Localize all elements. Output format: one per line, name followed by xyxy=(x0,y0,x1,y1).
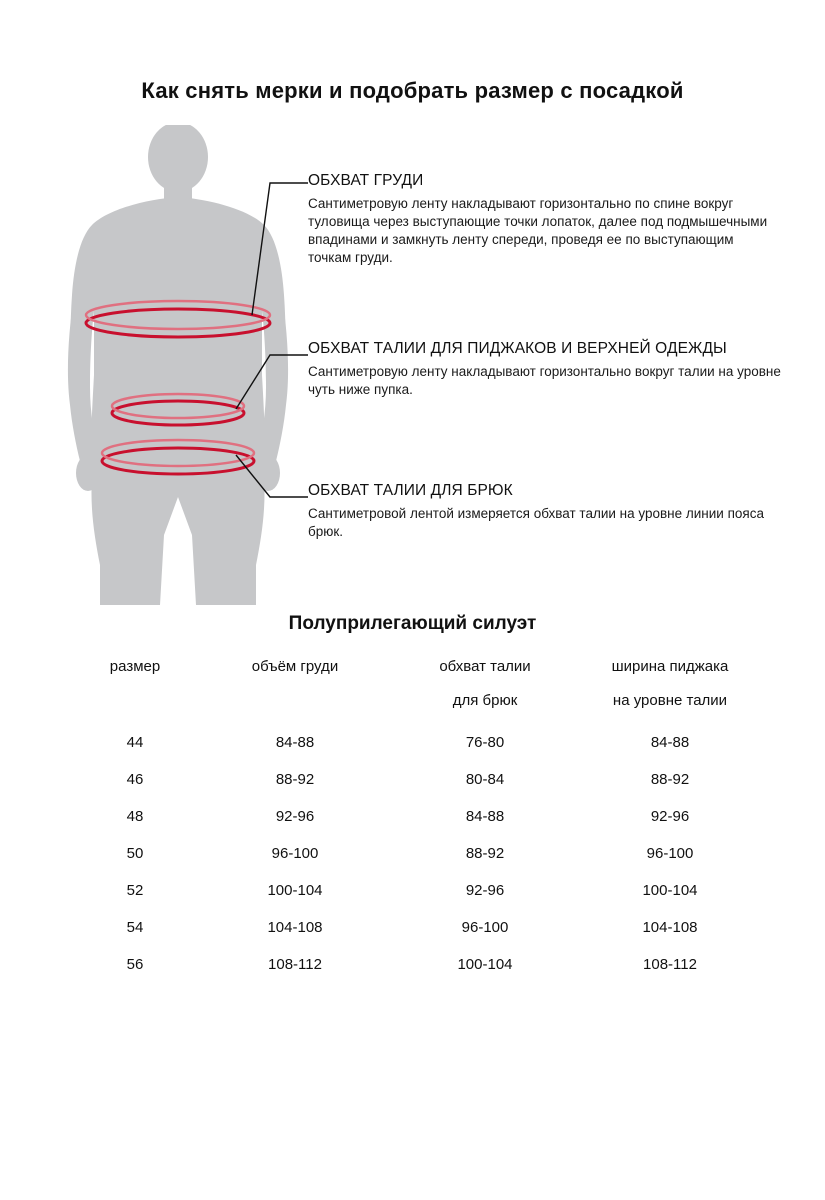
cell-chest: 108-112 xyxy=(268,956,322,973)
callout-waist-jacket xyxy=(308,340,808,399)
cell-waist: 96-100 xyxy=(461,919,509,936)
cell-waist: 100-104 xyxy=(457,956,513,973)
cell-size: 46 xyxy=(126,771,144,788)
table-header-jacket: ширина пиджака xyxy=(611,658,729,675)
cell-size: 44 xyxy=(126,734,144,751)
cell-jacket: 88-92 xyxy=(650,771,690,788)
callout-waist-jacket-title: ОБХВАТ ТАЛИИ ДЛЯ ПИДЖАКОВ И ВЕРХНЕЙ ОДЕЖДЫ xyxy=(308,340,727,357)
callout-chest-body: Сантиметровую ленту накладывают горизонтально по спине вокруг туловища через выступающие точки лопаток, далее под подмышечными впадинами и замкнуть ленту спереди, проведя ее по выступающим точкам груди. xyxy=(308,196,768,265)
table-subheader-chest xyxy=(200,692,390,724)
table-subheader-size xyxy=(70,692,200,724)
table-title: Полуприлегающий силуэт xyxy=(288,613,537,634)
male-torso-figure xyxy=(68,125,288,605)
callout-waist-trousers-title: ОБХВАТ ТАЛИИ ДЛЯ БРЮК xyxy=(308,482,513,499)
cell-jacket: 108-112 xyxy=(643,956,697,973)
cell-chest: 104-108 xyxy=(267,919,323,936)
cell-waist: 84-88 xyxy=(465,808,505,825)
callout-waist-jacket-body: Сантиметровую ленту накладывают горизонтально вокруг талии на уровне чуть ниже пупка. xyxy=(308,364,781,397)
table-subheader-row xyxy=(70,692,760,724)
cell-chest: 84-88 xyxy=(275,734,315,751)
table-row xyxy=(70,835,760,872)
table-row xyxy=(70,798,760,835)
cell-chest: 88-92 xyxy=(275,771,315,788)
callout-chest xyxy=(308,172,778,267)
table-row xyxy=(70,946,760,983)
cell-size: 48 xyxy=(126,808,144,825)
table-header-size: размер xyxy=(109,658,161,675)
table-row xyxy=(70,761,760,798)
size-table xyxy=(70,658,760,983)
measurement-figure xyxy=(30,125,330,605)
cell-jacket: 92-96 xyxy=(650,808,690,825)
size-table-body xyxy=(70,724,760,983)
table-row xyxy=(70,909,760,946)
table-header-waist: обхват талии xyxy=(439,658,531,675)
callout-waist-trousers xyxy=(308,482,778,541)
cell-jacket: 96-100 xyxy=(646,845,694,862)
table-row xyxy=(70,872,760,909)
callout-chest-title: ОБХВАТ ГРУДИ xyxy=(308,172,424,189)
table-subheader-waist: для брюк xyxy=(452,692,518,709)
page-title: Как снять мерки и подобрать размер с посадкой xyxy=(141,78,684,103)
callout-waist-trousers-body: Сантиметровой лентой измеряется обхват талии на уровне линии пояса брюк. xyxy=(308,506,764,539)
cell-waist: 92-96 xyxy=(465,882,505,899)
cell-waist: 88-92 xyxy=(465,845,505,862)
table-row xyxy=(70,724,760,761)
size-table-head xyxy=(70,658,760,724)
table-header-chest: объём груди xyxy=(251,658,339,675)
cell-waist: 80-84 xyxy=(465,771,505,788)
cell-waist: 76-80 xyxy=(465,734,505,751)
cell-chest: 92-96 xyxy=(275,808,315,825)
table-subheader-jacket: на уровне талии xyxy=(612,692,728,709)
cell-chest: 100-104 xyxy=(267,882,323,899)
cell-size: 54 xyxy=(126,919,144,936)
table-header-row xyxy=(70,658,760,692)
cell-size: 50 xyxy=(126,845,144,862)
cell-size: 52 xyxy=(126,882,144,899)
cell-chest: 96-100 xyxy=(271,845,319,862)
cell-jacket: 84-88 xyxy=(650,734,690,751)
cell-size: 56 xyxy=(126,956,144,973)
cell-jacket: 100-104 xyxy=(642,882,698,899)
cell-jacket: 104-108 xyxy=(642,919,698,936)
